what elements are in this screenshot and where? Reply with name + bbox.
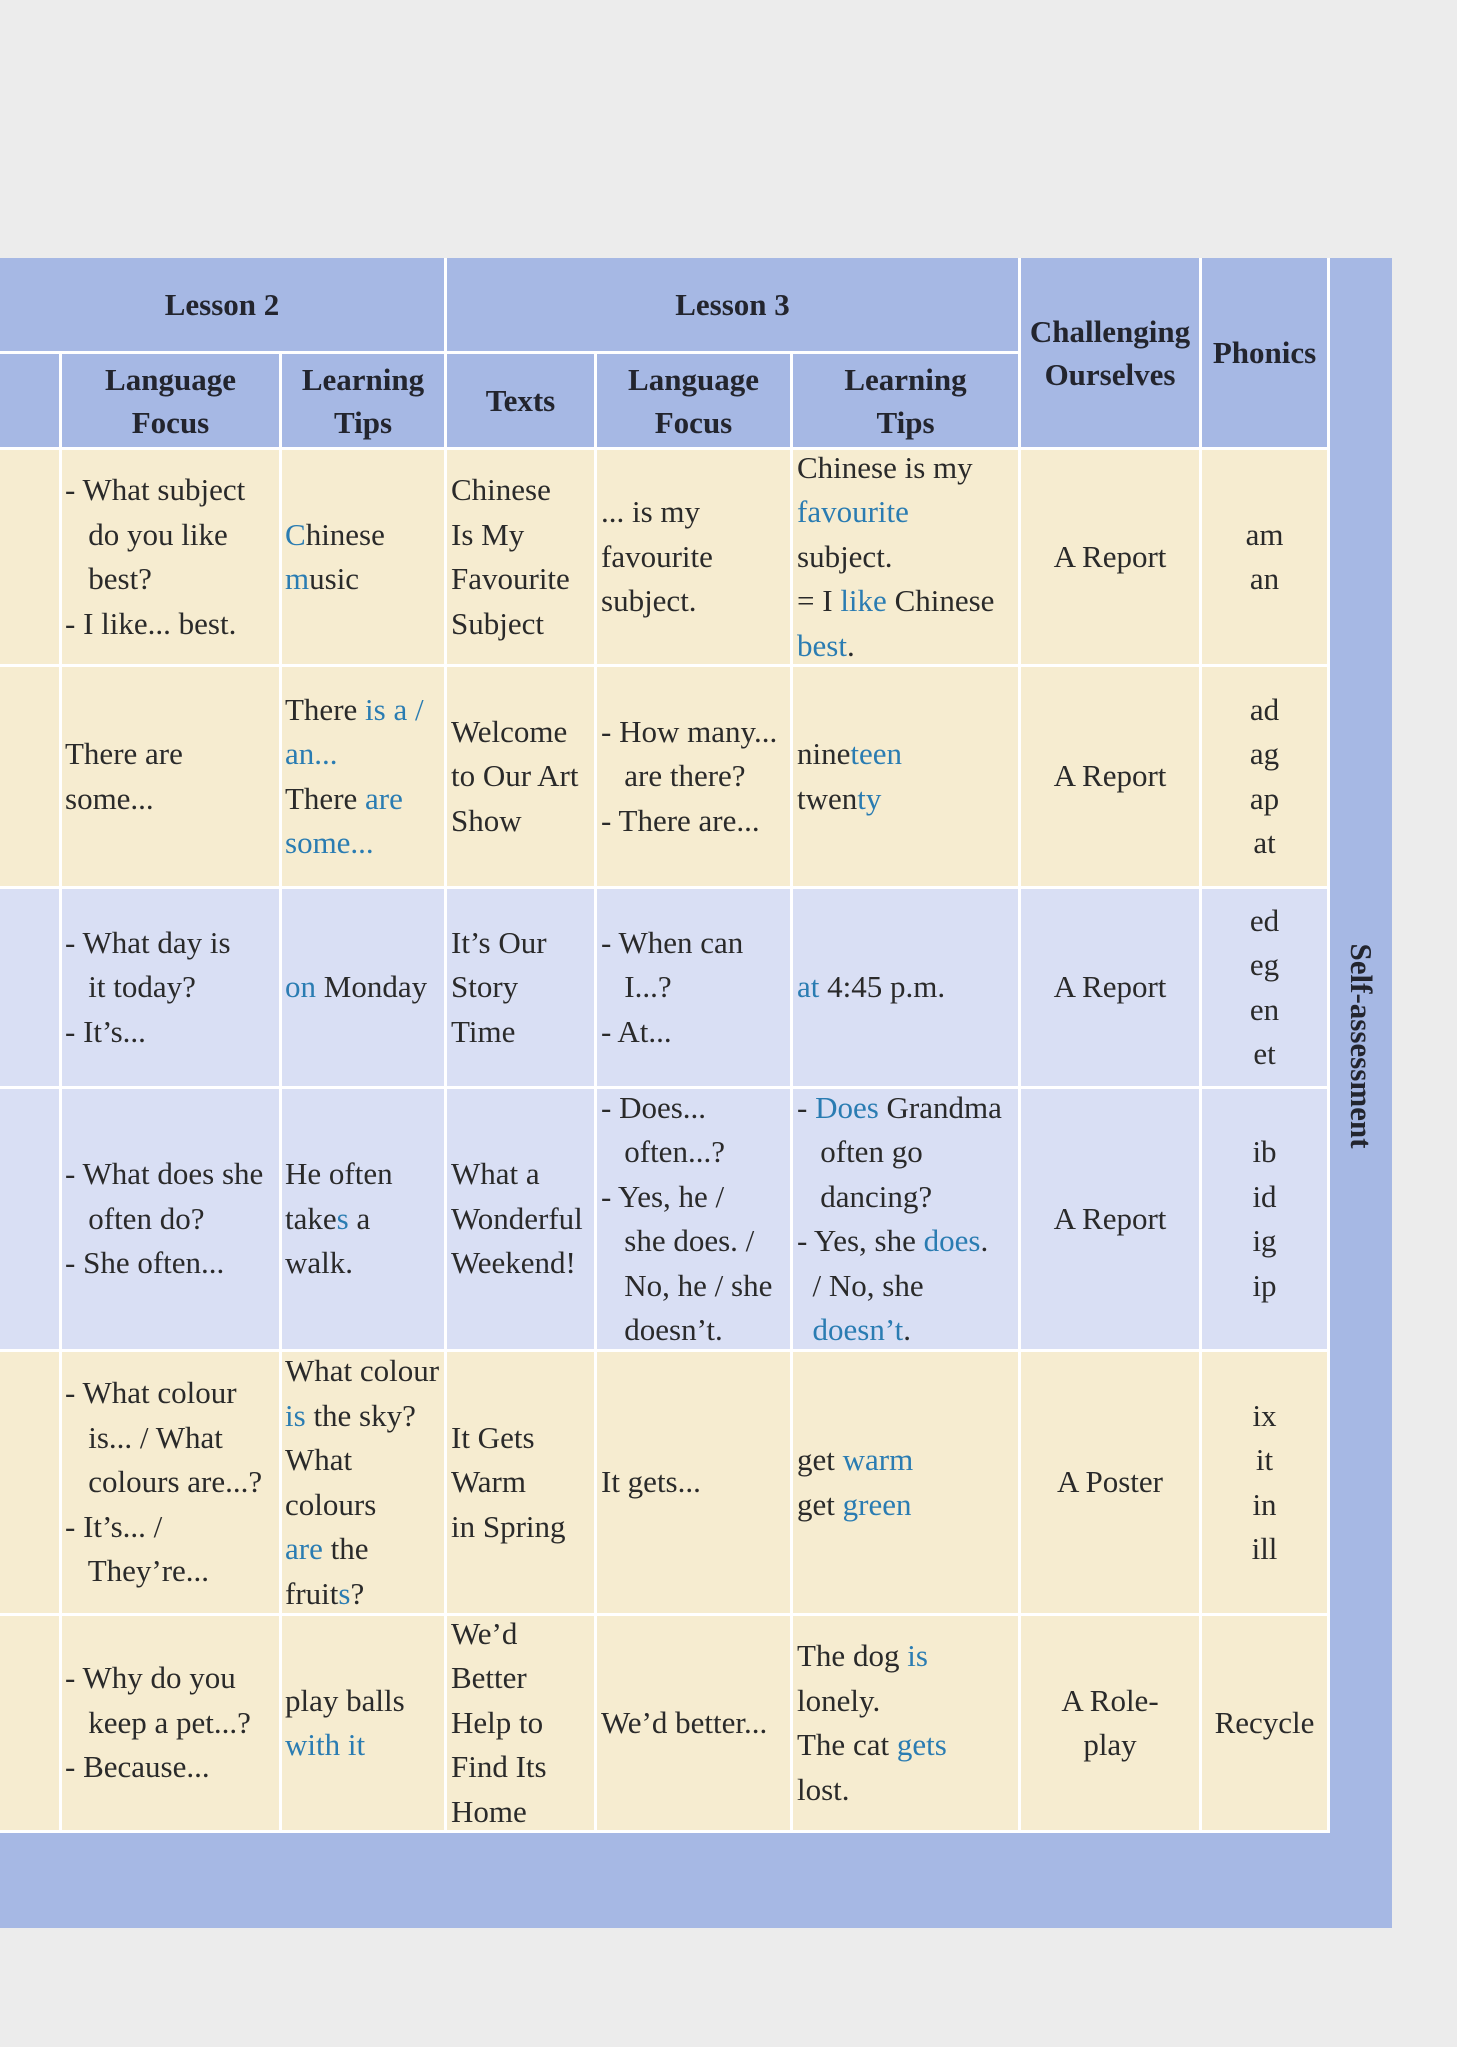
highlighted-text: Does xyxy=(815,1089,879,1125)
self-assessment-band xyxy=(1330,258,1392,1833)
l3-texts-line: Warm xyxy=(451,1464,526,1500)
text-run: He often xyxy=(285,1156,393,1192)
text-run: - It’s... xyxy=(65,1013,146,1049)
text-run: best? xyxy=(65,561,152,596)
l3-language-focus-line2: Focus xyxy=(654,404,733,440)
text-run: do you like xyxy=(65,516,228,552)
challenge-line: play xyxy=(1083,1727,1137,1762)
l2-learning-tips-line xyxy=(285,1723,365,1768)
l2-learning-tips-line1: Learning xyxy=(301,361,425,397)
text-run: usic xyxy=(309,561,360,596)
l3-learning-tips-line xyxy=(797,490,909,535)
phonics-line: Recycle xyxy=(1214,1704,1315,1740)
l2-language-focus-line xyxy=(65,1656,236,1701)
header-l3-texts xyxy=(447,354,597,450)
l2-learning-tips-line xyxy=(285,732,338,777)
l2-language-focus-line xyxy=(65,1241,224,1286)
text-run: . xyxy=(903,1312,911,1347)
l2-learning-tips-line xyxy=(285,1572,364,1617)
phonics-line: an xyxy=(1249,561,1280,596)
highlighted-text: are xyxy=(365,780,403,816)
text-run: - What day is xyxy=(65,924,231,960)
phonics-line: ap xyxy=(1249,780,1280,816)
l3-texts-line: It’s Our xyxy=(451,924,547,960)
bottom-band xyxy=(0,1833,1392,1928)
text-run: The cat xyxy=(797,1727,897,1762)
l3-language-focus-line: - When can xyxy=(601,924,744,960)
header-phonics xyxy=(1202,258,1330,450)
text-run: There xyxy=(285,780,366,816)
l2-learning-tips-line xyxy=(285,1679,405,1724)
phonics-line: ig xyxy=(1252,1223,1277,1258)
l3-texts-line: Better xyxy=(451,1660,527,1696)
l2-language-focus-line1: Language xyxy=(105,361,236,397)
l2-language-focus-line xyxy=(65,1152,263,1197)
l3-texts-line: Story xyxy=(451,969,519,1005)
l3-texts-line: We’d xyxy=(451,1615,518,1651)
challenge-line: A Report xyxy=(1053,758,1167,794)
text-run: fruit xyxy=(285,1575,339,1611)
highlighted-text: some... xyxy=(285,825,374,860)
text-run: keep a pet...? xyxy=(65,1704,251,1740)
highlighted-text: warm xyxy=(842,1442,914,1477)
l2-language-focus-line xyxy=(65,1745,210,1790)
l3-learning-tips-line xyxy=(797,965,945,1010)
l3-learning-tips-line xyxy=(797,446,973,491)
phonics-line: et xyxy=(1253,1036,1276,1071)
l2-learning-tips-line xyxy=(285,1394,416,1439)
l3-learning-tips-line xyxy=(797,1438,913,1483)
phonics-label: Phonics xyxy=(1212,335,1317,370)
l3-learning-tips-line xyxy=(797,1130,923,1175)
lesson-3-label: Lesson 3 xyxy=(675,287,790,322)
phonics-line: ip xyxy=(1252,1267,1277,1303)
text-run: What xyxy=(285,1442,353,1477)
text-run: subject. xyxy=(797,538,893,574)
highlighted-text: s xyxy=(338,1575,351,1611)
text-run: The dog xyxy=(797,1638,908,1673)
text-run: . xyxy=(846,627,855,663)
l3-language-focus-line: - How many... xyxy=(601,713,778,749)
l2-language-focus-line xyxy=(65,1371,237,1416)
l2-learning-tips-line xyxy=(285,1349,439,1394)
l3-language-focus-line: No, he / she xyxy=(601,1267,773,1303)
phonics-line: en xyxy=(1249,991,1280,1027)
text-run: lonely. xyxy=(797,1682,881,1718)
text-run: = I xyxy=(797,583,841,619)
table-cell-r2-prev xyxy=(0,667,62,889)
text-run: / No, she xyxy=(797,1267,924,1303)
highlighted-text: on xyxy=(285,969,316,1005)
l3-language-focus-line: - There are... xyxy=(601,802,760,838)
l3-language-focus-line: subject. xyxy=(601,583,697,619)
challenging-label-line2: Ourselves xyxy=(1044,356,1176,392)
highlighted-text: doesn’t xyxy=(812,1312,904,1347)
l3-language-focus-line: I...? xyxy=(601,969,672,1005)
l3-texts-line: Chinese xyxy=(451,472,551,507)
l3-language-focus-line: - Does... xyxy=(601,1089,707,1125)
l2-language-focus-line xyxy=(65,777,154,822)
phonics-line: ed xyxy=(1249,902,1280,938)
highlighted-text: at xyxy=(797,969,820,1005)
l3-learning-tips-line xyxy=(797,535,893,580)
l3-language-focus-line1: Language xyxy=(628,361,759,397)
phonics-line: at xyxy=(1253,825,1276,860)
text-run: There xyxy=(285,691,366,727)
highlighted-text: gets xyxy=(896,1727,947,1762)
text-run: Monday xyxy=(316,969,428,1005)
text-run: a xyxy=(348,1200,371,1236)
phonics-line: in xyxy=(1252,1486,1277,1522)
highlighted-text: teen xyxy=(850,736,903,771)
l3-texts-label: Texts xyxy=(485,383,556,418)
highlighted-text: with it xyxy=(285,1727,366,1762)
challenge-line: A Report xyxy=(1053,969,1167,1005)
l2-learning-tips-line xyxy=(285,1152,393,1197)
l3-texts-line: Subject xyxy=(451,605,544,641)
highlighted-text: C xyxy=(285,516,306,552)
highlighted-text: m xyxy=(285,561,310,596)
table-cell-r4-prev xyxy=(0,1089,62,1352)
l2-learning-tips-line xyxy=(285,688,424,733)
phonics-line: ill xyxy=(1251,1531,1278,1566)
l2-learning-tips-line xyxy=(285,1241,353,1286)
l3-texts-line: What a xyxy=(451,1156,540,1192)
header-l2-language-focus xyxy=(62,354,282,450)
text-run: get xyxy=(797,1486,843,1522)
l2-language-focus-line xyxy=(65,557,152,602)
l3-learning-tips-line xyxy=(797,1175,932,1220)
phonics-line: ag xyxy=(1249,736,1280,771)
text-run: What colour xyxy=(285,1353,440,1388)
header-challenging-ourselves xyxy=(1021,258,1202,450)
text-run: often go xyxy=(797,1134,923,1169)
l3-language-focus-line: ... is my xyxy=(601,494,701,530)
text-run: - Yes, she xyxy=(797,1223,924,1258)
table-cell-r1-prev xyxy=(0,450,62,667)
header-l3-language-focus xyxy=(597,354,793,450)
text-run: 4:45 p.m. xyxy=(819,969,946,1005)
l3-language-focus-line: favourite xyxy=(601,538,713,574)
header-lesson2-prev-col xyxy=(0,354,62,450)
l3-learning-tips-line xyxy=(797,732,902,777)
l2-language-focus-line xyxy=(65,1010,146,1055)
text-run: - What subject xyxy=(65,472,246,507)
l3-learning-tips-line xyxy=(797,777,881,822)
phonics-line: ix xyxy=(1252,1397,1277,1433)
text-run: get xyxy=(797,1442,843,1477)
text-run: Grandma xyxy=(878,1089,1002,1125)
l2-language-focus-line xyxy=(65,513,228,558)
l3-texts-line: Time xyxy=(451,1013,516,1049)
text-run: - xyxy=(797,1089,816,1125)
text-run: nine xyxy=(797,736,851,771)
text-run: dancing? xyxy=(797,1178,933,1214)
l3-learning-tips-line xyxy=(797,1308,911,1353)
l2-language-focus-line xyxy=(65,1549,209,1594)
challenging-label-line1: Challenging xyxy=(1029,313,1191,349)
phonics-line: ib xyxy=(1252,1134,1277,1169)
text-run: - Because... xyxy=(65,1749,210,1785)
l3-texts-line: Welcome xyxy=(451,713,568,749)
text-run: the sky? xyxy=(305,1397,416,1433)
text-run: lost. xyxy=(797,1771,850,1807)
l3-language-focus-line: - Yes, he / xyxy=(601,1178,725,1214)
text-run: - It’s... / xyxy=(65,1508,163,1544)
l3-learning-tips-line xyxy=(797,579,994,624)
text-run: twen xyxy=(797,780,858,816)
l3-learning-tips-line xyxy=(797,1634,928,1679)
l2-language-focus-line xyxy=(65,1701,251,1746)
highlighted-text: does xyxy=(923,1223,981,1258)
highlighted-text: s xyxy=(336,1200,349,1236)
text-run: some... xyxy=(65,780,154,816)
l3-learning-tips-line xyxy=(797,1264,924,1309)
l2-language-focus-line xyxy=(65,602,236,647)
highlighted-text: best xyxy=(797,627,847,663)
text-run: Chinese is my xyxy=(797,449,973,485)
l2-learning-tips-line xyxy=(285,1438,352,1483)
highlighted-text: an... xyxy=(285,736,338,771)
phonics-line: id xyxy=(1252,1178,1277,1214)
l2-learning-tips-line xyxy=(285,557,359,602)
text-run: the xyxy=(322,1531,369,1566)
text-run: - Why do you xyxy=(65,1660,236,1696)
phonics-line: eg xyxy=(1249,947,1280,982)
l3-learning-tips-line xyxy=(797,1219,988,1264)
l3-learning-tips-line xyxy=(797,1483,911,1528)
challenge-line: A Poster xyxy=(1057,1464,1163,1500)
text-run: walk. xyxy=(285,1245,354,1281)
header-lesson-3 xyxy=(447,258,1021,354)
l2-language-focus-line xyxy=(65,921,231,966)
l3-texts-line: to Our Art xyxy=(451,758,579,794)
l2-language-focus-line xyxy=(65,1197,204,1242)
header-l3-learning-tips xyxy=(793,354,1021,450)
phonics-line: ad xyxy=(1249,691,1280,727)
highlighted-text: like xyxy=(840,583,887,619)
l3-language-focus-line: It gets... xyxy=(601,1464,701,1500)
l2-language-focus-line xyxy=(65,732,183,777)
highlighted-text: is a / xyxy=(365,691,424,727)
l2-language-focus-line xyxy=(65,1416,223,1461)
l3-texts-line: in Spring xyxy=(451,1508,566,1544)
highlighted-text: green xyxy=(842,1486,912,1522)
header-lesson-2 xyxy=(0,258,447,354)
text-run: it today? xyxy=(65,969,196,1005)
l2-language-focus-line xyxy=(65,1505,162,1550)
l2-language-focus-line2: Focus xyxy=(131,404,210,440)
l2-language-focus-line xyxy=(65,965,196,1010)
l2-language-focus-line xyxy=(65,1460,262,1505)
table-cell-r6-prev xyxy=(0,1616,62,1833)
l2-learning-tips-line2: Tips xyxy=(333,404,393,440)
text-run: take xyxy=(285,1200,337,1236)
l3-learning-tips-line xyxy=(797,624,855,669)
highlighted-text: is xyxy=(285,1397,306,1433)
highlighted-text: favourite xyxy=(797,494,909,530)
text-run: - What colour xyxy=(65,1375,237,1411)
text-run: colours are...? xyxy=(65,1464,263,1500)
text-run: - I like... best. xyxy=(65,605,237,641)
text-run xyxy=(797,1312,813,1347)
l2-learning-tips-line xyxy=(285,513,385,558)
l3-texts-line: Is My xyxy=(451,516,525,552)
l3-learning-tips-line xyxy=(797,1679,880,1724)
l3-texts-line: Show xyxy=(451,802,522,838)
l2-learning-tips-line xyxy=(285,821,374,866)
text-run: is... / What xyxy=(65,1419,223,1455)
l3-texts-line: Home xyxy=(451,1793,527,1829)
l3-learning-tips-line xyxy=(797,1723,947,1768)
text-run: often do? xyxy=(65,1200,205,1236)
l3-texts-line: Find Its xyxy=(451,1749,547,1785)
text-run: There are xyxy=(65,736,183,771)
l3-texts-line: Favourite xyxy=(451,561,570,596)
text-run: Chinese xyxy=(886,583,995,619)
l3-learning-tips-line xyxy=(797,1086,1002,1131)
text-run: . xyxy=(980,1223,989,1258)
l2-learning-tips-line xyxy=(285,1527,368,1572)
l3-texts-line: It Gets xyxy=(451,1419,535,1455)
table-cell-r5-prev xyxy=(0,1352,62,1616)
l2-learning-tips-line xyxy=(285,777,403,822)
text-run: They’re... xyxy=(65,1553,210,1589)
challenge-line: A Role- xyxy=(1061,1682,1159,1718)
l3-learning-tips-line xyxy=(797,1768,850,1813)
lesson-2-label: Lesson 2 xyxy=(164,287,280,322)
challenge-line: A Report xyxy=(1053,1200,1167,1236)
l2-language-focus-line xyxy=(65,468,245,513)
l3-language-focus-line: often...? xyxy=(601,1134,725,1169)
challenge-line: A Report xyxy=(1053,538,1167,574)
phonics-line: it xyxy=(1255,1442,1274,1477)
highlighted-text: are xyxy=(285,1531,323,1566)
l3-learning-tips-line2: Tips xyxy=(876,404,935,440)
l2-learning-tips-line xyxy=(285,1483,376,1528)
l3-texts-line: Wonderful xyxy=(451,1200,583,1236)
text-run: ? xyxy=(350,1575,365,1611)
highlighted-text: ty xyxy=(857,780,882,816)
l3-language-focus-line: - At... xyxy=(601,1013,672,1049)
l2-learning-tips-line xyxy=(285,965,427,1010)
text-run: - She often... xyxy=(65,1245,225,1281)
l3-language-focus-line: We’d better... xyxy=(601,1704,768,1740)
l3-language-focus-line: are there? xyxy=(601,758,746,794)
l2-learning-tips-line xyxy=(285,1197,370,1242)
l3-language-focus-line: she does. / xyxy=(601,1223,755,1258)
phonics-line: am xyxy=(1245,516,1284,552)
text-run: colours xyxy=(285,1486,377,1522)
l3-learning-tips-line1: Learning xyxy=(844,361,967,397)
text-run: hinese xyxy=(305,516,385,552)
text-run: - What does she xyxy=(65,1156,264,1192)
table-cell-r3-prev xyxy=(0,889,62,1089)
l3-language-focus-line: doesn’t. xyxy=(601,1312,723,1347)
text-run: play balls xyxy=(285,1682,405,1718)
l3-texts-line: Weekend! xyxy=(451,1245,576,1281)
self-assessment-label: Self-assessment xyxy=(1344,943,1379,1148)
header-l2-learning-tips xyxy=(282,354,447,450)
highlighted-text: is xyxy=(907,1638,928,1673)
l3-texts-line: Help to xyxy=(451,1704,544,1740)
